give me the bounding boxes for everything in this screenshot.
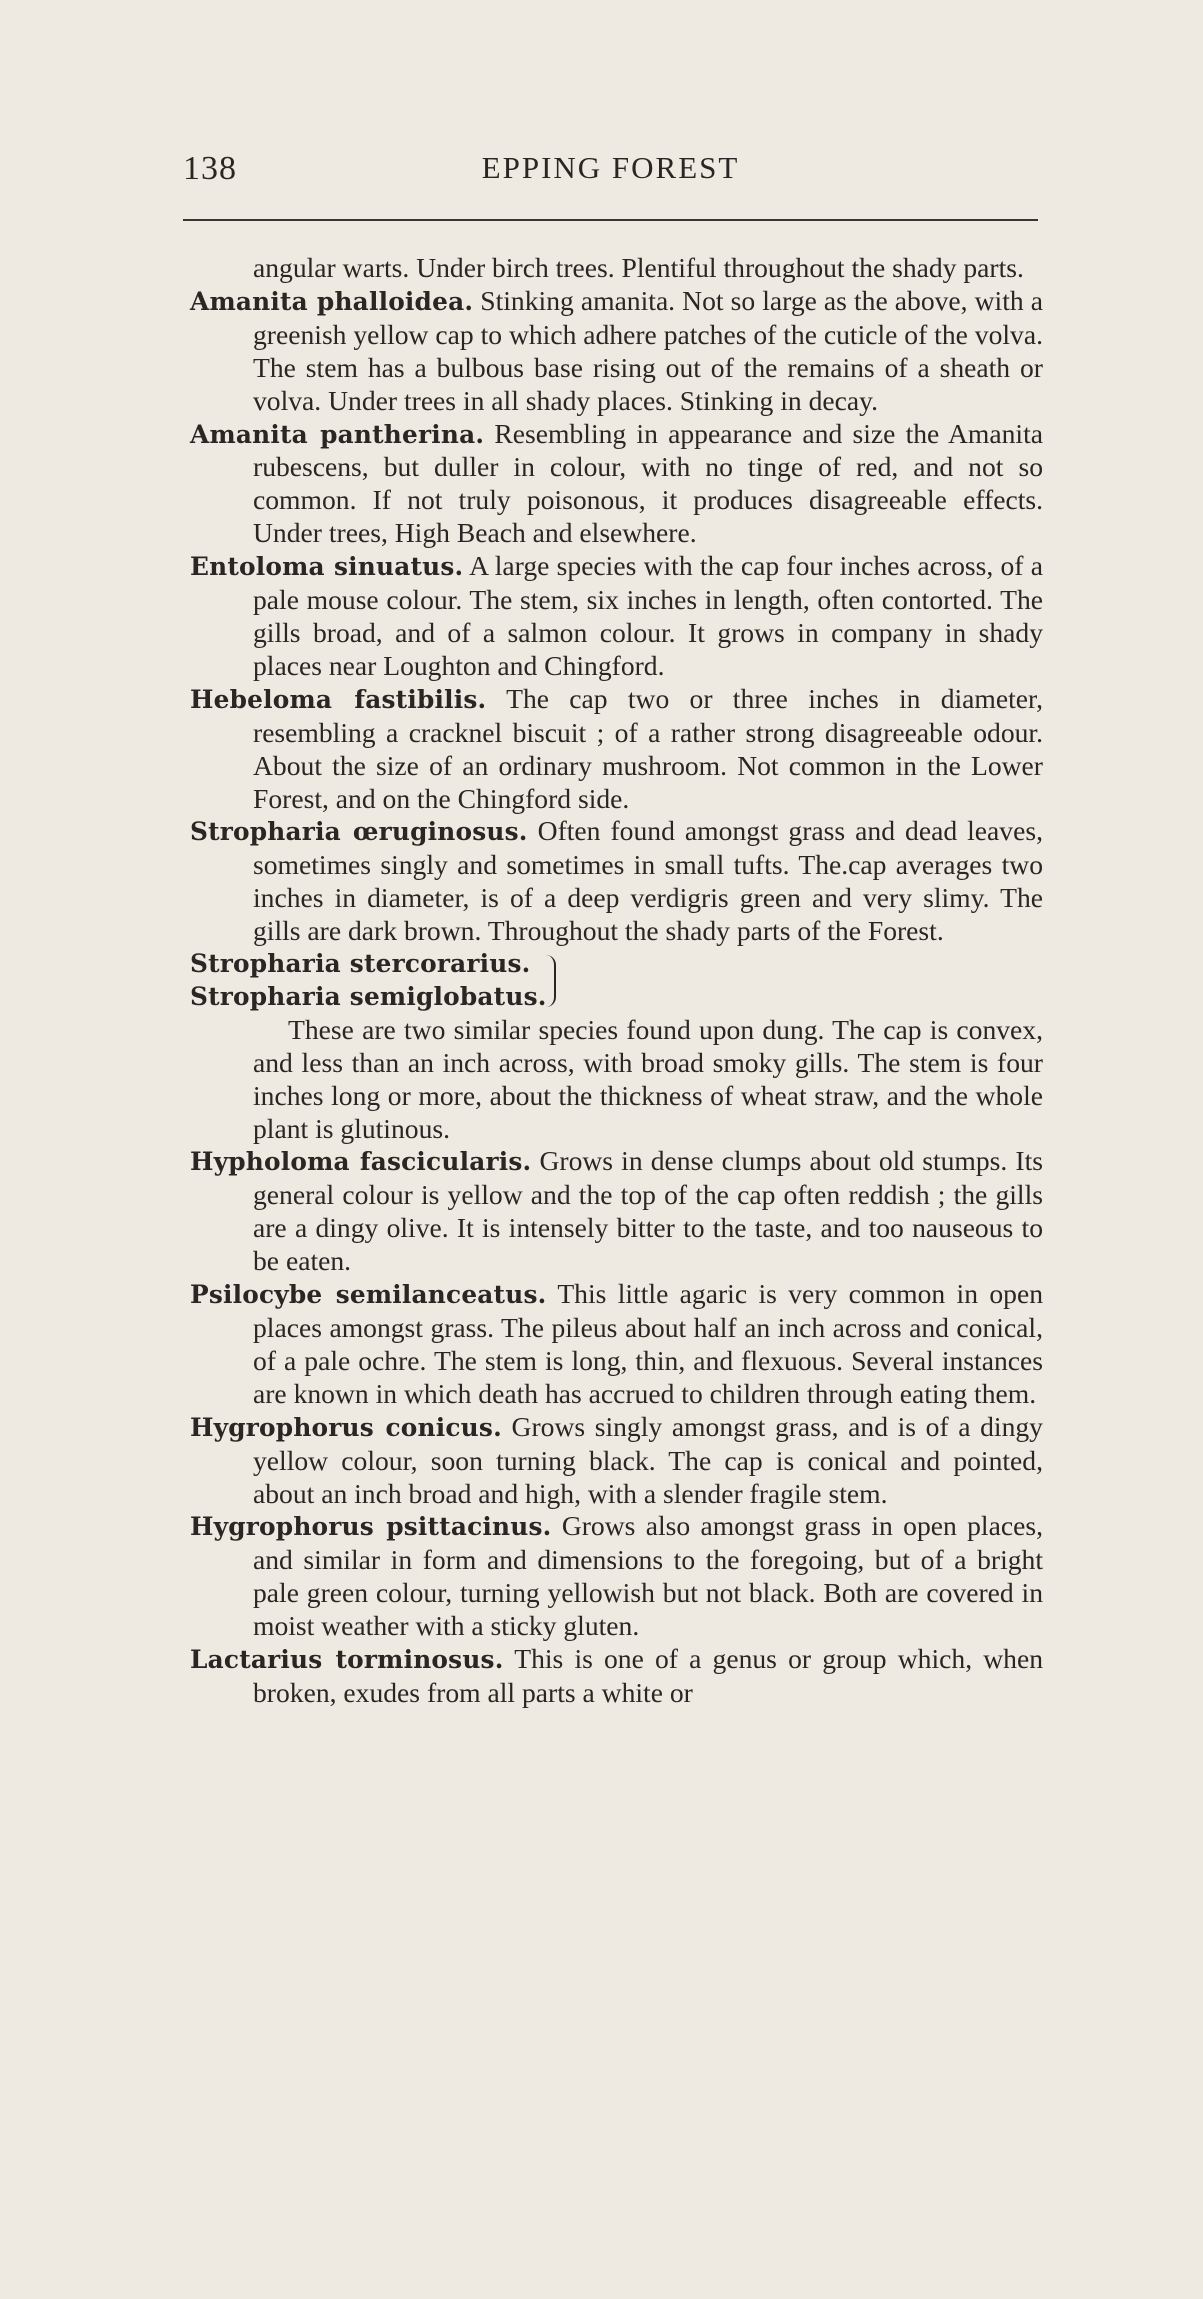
entry-continuation: angular warts. Under birch trees. Plentiful throughout the shady parts. <box>253 252 1024 283</box>
entry-hygrophorus-conicus <box>190 1411 1043 1511</box>
species-name: Lactarius torminosus. <box>190 1645 504 1675</box>
species-description: This little agaric is very common in open places amongst grass. The pileus about half an inch across and conical, of a pale ochre. The stem is long, thin, and flexuous. Several instances are known in which death has accrued to children through eating them. <box>253 1278 1044 1409</box>
entry-psilocybe-semilanceatus <box>190 1278 1043 1411</box>
brace-mark <box>542 951 556 1011</box>
species-description: Grows also amongst grass in open places, and similar in form and dimensions to the foregoing, but of a bright pale green colour, turning yellowish but not black. Both are covered in moist weather with a sticky gluten. <box>253 1510 1043 1642</box>
entry-hebeloma-fastibilis <box>190 683 1043 816</box>
entry-stropharia-pair-description: These are two similar species found upon dung. The cap is convex, and less than an inch across, with broad smoky gills. The stem is four inches long or more, about the thickness of wheat straw, and the whole plant is glutinous. <box>253 1013 1043 1144</box>
page-number: 138 <box>183 150 237 187</box>
species-name: Entoloma sinuatus. <box>190 552 464 582</box>
entry-hygrophorus-psittacinus <box>190 1510 1043 1643</box>
page-header <box>183 150 1038 202</box>
species-name: Amanita phalloidea. <box>190 286 474 316</box>
entry-lactarius-torminosus <box>190 1643 1043 1710</box>
species-name: Amanita pantherina. <box>190 419 485 449</box>
header-rule <box>183 219 1038 221</box>
entry-amanita-phalloidea <box>190 285 1043 418</box>
species-description: Resembling in appearance and size the Amanita rubescens, but duller in colour, with no tinge of red, and not so common. If not truly poisonous, it produces disagreeable effects. Under trees, High Beach and elsewhere. <box>253 417 1043 549</box>
species-name: Stropharia œruginosus. <box>190 817 528 847</box>
entry-stropharia-aeruginosus <box>190 815 1043 948</box>
species-description: Stinking amanita. Not so large as the above, with a greenish yellow cap to which adhere patches of the cuticle of the volva. The stem has a bulbous base rising out of the remains of a sheath or volva. Under trees in all shady places. Stinking in decay. <box>253 284 1043 416</box>
species-description: Grows in dense clumps about old stumps. Its general colour is yellow and the top of the cap often reddish ; the gills are a dingy olive. It is intensely bitter to the taste, and too nauseous to be eaten. <box>253 1145 1044 1277</box>
species-description: Grows singly amongst grass, and is of a dingy yellow colour, soon turning black. The cap is conical and pointed, about an inch broad and high, with a slender fragile stem. <box>253 1410 1043 1509</box>
species-name: Hygrophorus conicus. <box>190 1412 502 1442</box>
species-name: Stropharia stercorarius. <box>190 949 531 979</box>
body-text <box>190 252 1043 1710</box>
species-name: Hygrophorus psittacinus. <box>190 1512 552 1542</box>
entry-amanita-pantherina <box>190 418 1043 551</box>
species-description: A large species with the cap four inches across, of a pale mouse colour. The stem, six inches in length, often contorted. The gills broad, and of a salmon colour. It grows in company in shady places near Loughton and Chingford. <box>253 550 1043 681</box>
species-description: Often found amongst grass and dead leaves, sometimes singly and sometimes in small tufts. The.cap averages two inches in diameter, is of a deep verdigris green and very slimy. The gills are dark brown. Throughout the shady parts of the Forest. <box>253 815 1043 947</box>
species-description: This is one of a genus or group which, when broken, exudes from all parts a white or <box>253 1643 1044 1708</box>
species-name: Psilocybe semilanceatus. <box>190 1280 547 1310</box>
entry-stropharia-pair <box>190 948 1043 1014</box>
species-name: Hebeloma fastibilis. <box>190 684 487 714</box>
entry-entoloma-sinuatus <box>190 550 1043 683</box>
running-title: EPPING FOREST <box>481 150 740 185</box>
species-description: The cap two or three inches in diameter, resembling a cracknel biscuit ; of a rather strong disagreeable odour. About the size of an ordinary mushroom. Not common in the Lower Forest, and on the Chingford side. <box>253 682 1044 814</box>
entry-hypholoma-fascicularis <box>190 1145 1043 1278</box>
species-name: Stropharia semiglobatus. <box>190 981 547 1011</box>
species-name: Hypholoma fascicularis. <box>190 1147 532 1177</box>
